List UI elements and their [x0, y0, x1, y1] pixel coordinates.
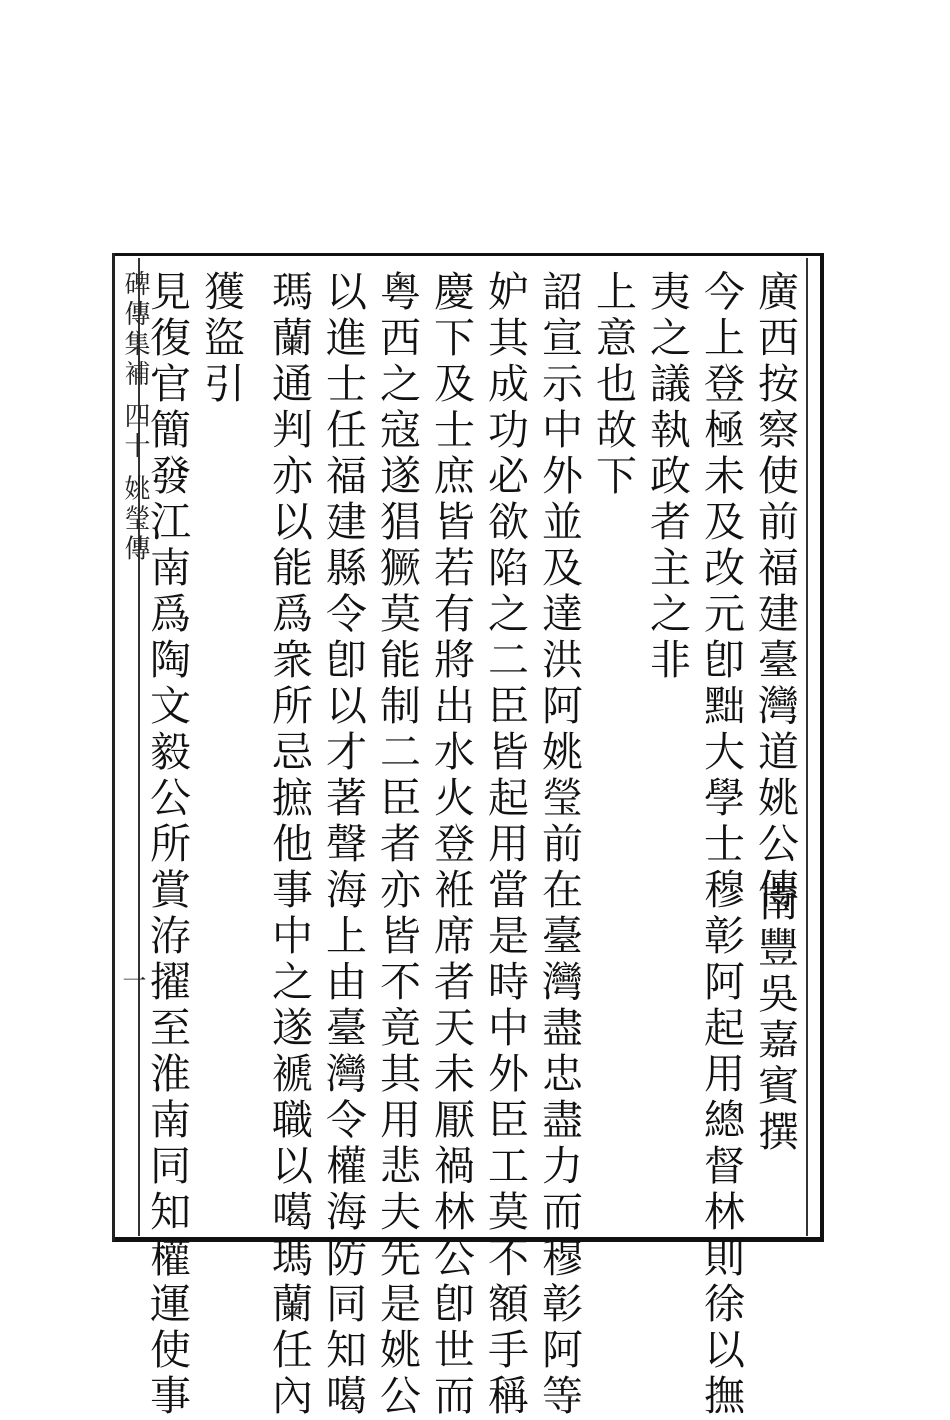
text-column-7: 慶下及士庶皆若有將出水火登袵席者天未厭禍林公卽世而: [427, 270, 475, 1420]
text-column-10: 瑪蘭通判亦以能爲衆所忌摭他事中之遂褫職以噶瑪蘭任內: [265, 270, 313, 1420]
text-column-9: 以進士任福建縣令卽以才著聲海上由臺灣令權海防同知噶: [319, 270, 367, 1420]
text-column-11: 獲盜引: [197, 270, 245, 408]
page-number: 一: [118, 968, 146, 992]
text-column-5: 詔宣示中外並及達洪阿姚瑩前在臺灣盡忠盡力而穆彰阿等: [535, 270, 583, 1420]
text-column-4: 上意也故下: [589, 270, 637, 500]
author-column: 南豐吳嘉賓撰: [751, 880, 799, 1156]
text-column-12: 見復官簡發江南爲陶文毅公所賞洊擢至淮南同知權運使事: [143, 270, 191, 1420]
frame-spine-line: [112, 253, 115, 1241]
text-column-2: 今上登極未及改元卽黜大學士穆彰阿起用總督林則徐以撫: [697, 270, 745, 1420]
frame-right-border: [820, 253, 824, 1241]
text-column-6: 妒其成功必欲陷之二臣皆起用當是時中外臣工莫不額手稱: [481, 270, 529, 1420]
title-column: 廣西按察使前福建臺灣道姚公傳: [751, 270, 799, 914]
text-column-3: 夷之議執政者主之非: [643, 270, 691, 684]
frame-top-border: [112, 253, 824, 256]
text-column-8: 粤西之寇遂猖獗莫能制二臣者亦皆不竟其用悲夫先是姚公: [373, 270, 421, 1420]
frame-right-inner-line: [806, 258, 808, 1236]
spine-label: 碑傳集補 四十 姚瑩傳: [120, 270, 150, 565]
